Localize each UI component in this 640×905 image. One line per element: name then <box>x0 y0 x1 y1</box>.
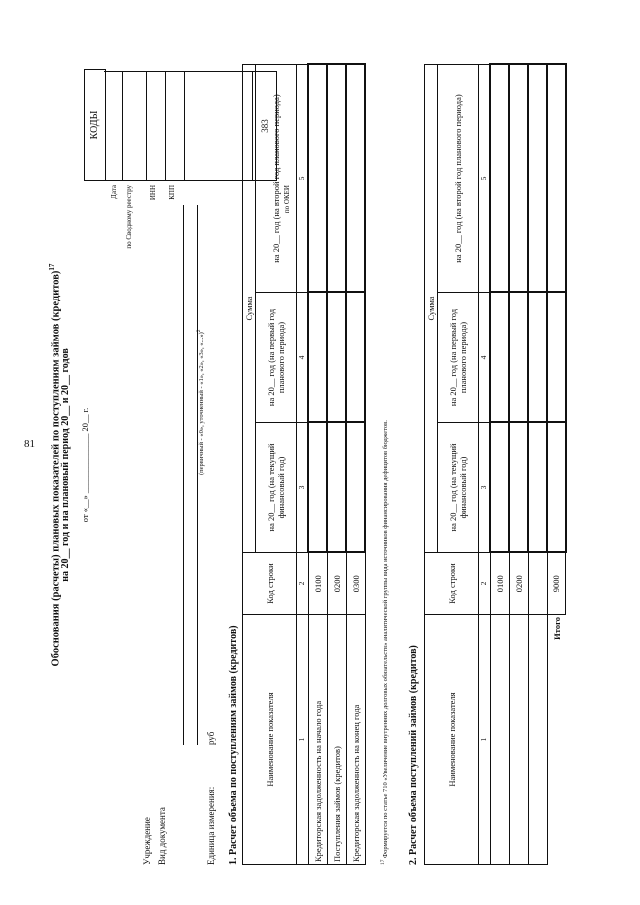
code-cell-date <box>104 71 123 181</box>
s1-header-col5: на 20__ год (на второй год планового периода) <box>256 64 297 292</box>
codes-header: КОДЫ <box>84 69 106 181</box>
s2-header-name: Наименование показателя <box>425 615 479 865</box>
institution-label: Учреждение <box>142 817 152 865</box>
s1-row3-col4[interactable] <box>346 293 365 423</box>
s2-row2-name[interactable] <box>509 615 528 865</box>
code-cell-kpp <box>166 71 185 181</box>
s1-colnum-5: 5 <box>297 64 309 292</box>
code-cell-okei: 383 <box>253 71 277 181</box>
s2-row1-col3[interactable] <box>490 423 509 553</box>
s2-row2-col5[interactable] <box>509 64 528 292</box>
s2-row1-col5[interactable] <box>490 64 509 292</box>
doc-type-label: Вид документа <box>157 807 167 865</box>
institution-line <box>183 205 184 745</box>
date-line: от «__» ______________ 20__ г. <box>80 407 90 523</box>
unit-value: руб <box>206 731 216 745</box>
form-title-text: Обоснования (расчеты) плановых показателей по поступлениям займов (кредитов) <box>50 270 62 667</box>
doc-type-line <box>197 205 198 745</box>
doc-type-hint <box>196 329 205 475</box>
s1-header-col4: на 20__ год (на первый год планового периода) <box>256 293 297 423</box>
s1-colnum-3: 3 <box>297 423 309 553</box>
s2-row3-name[interactable] <box>528 615 547 865</box>
s2-total-col4[interactable] <box>547 293 566 423</box>
page-number: 81 <box>24 438 35 450</box>
s1-row2-name: Поступления займов (кредитов) <box>327 615 346 865</box>
form-title-line2: на 20__ год и на плановый период 20__ и 20__ годов <box>60 348 71 582</box>
s1-row2-code: 0200 <box>327 553 346 615</box>
table-row <box>509 64 528 864</box>
s2-colnum-3: 3 <box>479 423 491 553</box>
footnote <box>380 420 389 865</box>
s2-colnum-5: 5 <box>479 64 491 292</box>
s2-row3-col3[interactable] <box>528 423 547 553</box>
s1-row3-col3[interactable] <box>346 423 365 553</box>
rotated-form-sheet <box>0 25 620 905</box>
s1-colnum-1: 1 <box>297 615 309 865</box>
s2-colnum-2: 2 <box>479 553 491 615</box>
s1-row3-name: Кредиторская задолженность на конец года <box>346 615 365 865</box>
codes-label-kpp: КПП <box>168 185 176 200</box>
doc-type-hint-text: (первичный - «0», уточненный - «1», «2», «3», «...») <box>198 332 206 475</box>
unit-label: Единица измерения: <box>206 786 216 865</box>
s1-row1-name: Кредиторская задолженность на начало года <box>308 615 327 865</box>
s2-row3-col5[interactable] <box>528 64 547 292</box>
s1-colnum-2: 2 <box>297 553 309 615</box>
s2-total-label: Итого <box>551 617 562 640</box>
s2-row2-col4[interactable] <box>509 293 528 423</box>
s2-header-col5: на 20__ год (на второй год планового периода) <box>438 64 479 292</box>
section2-table <box>424 63 567 865</box>
s2-header-code: Код строки <box>425 553 479 615</box>
s1-row1-col3[interactable] <box>308 423 327 553</box>
s2-header-sum: Сумма <box>425 64 438 552</box>
doc-type-hint-footnote: 2 <box>196 329 202 333</box>
s1-header-name: Наименование показателя <box>243 615 297 865</box>
section1-table <box>242 63 366 865</box>
code-cell-inn <box>147 71 166 181</box>
footnote-mark: 17 <box>380 859 386 865</box>
s2-header-col4: на 20__ год (на первый год планового периода) <box>438 293 479 423</box>
title-footnote-mark: 17 <box>48 263 56 271</box>
s1-row1-code: 0100 <box>308 553 327 615</box>
s1-header-code: Код строки <box>243 553 297 615</box>
section2-title: 2. Расчет объема поступлений займов (кредитов) <box>408 645 419 865</box>
table-row <box>346 64 365 864</box>
table-row <box>308 64 327 864</box>
s2-total-col3[interactable] <box>547 423 566 553</box>
section1-title: 1. Расчет объема по поступлениям займов (кредитов) <box>228 625 239 865</box>
table-row <box>528 64 547 864</box>
s1-row3-col5[interactable] <box>346 64 365 292</box>
s2-row3-col4[interactable] <box>528 293 547 423</box>
codes-label-date: Дата <box>110 185 118 199</box>
s2-row2-code: 0200 <box>509 553 528 615</box>
s2-colnum-1: 1 <box>479 615 491 865</box>
s1-row1-col5[interactable] <box>308 64 327 292</box>
s1-row2-col3[interactable] <box>327 423 346 553</box>
s1-row2-col5[interactable] <box>327 64 346 292</box>
s2-row1-name[interactable] <box>490 615 509 865</box>
s2-total-code: 9000 <box>547 553 566 615</box>
s1-row2-col4[interactable] <box>327 293 346 423</box>
s1-header-sum: Сумма <box>243 64 256 552</box>
s2-row1-col4[interactable] <box>490 293 509 423</box>
footnote-text: Формируется по статье 710 «Увеличение внутренних долговых обязательств» аналитической группы вида источников финансирования дефицитов бюджетов. <box>382 420 390 858</box>
s2-row2-col3[interactable] <box>509 423 528 553</box>
s2-total-col5[interactable] <box>547 64 566 292</box>
table-row <box>490 64 509 864</box>
codes-label-registry: по Сводному реестру <box>125 185 133 249</box>
s1-colnum-4: 4 <box>297 293 309 423</box>
s2-row3-code <box>528 553 547 615</box>
s2-colnum-4: 4 <box>479 293 491 423</box>
codes-label-okei: по ОКЕИ <box>283 185 291 214</box>
s2-header-col3: на 20__ год (на текущий финансовый год) <box>438 423 479 553</box>
s1-row1-col4[interactable] <box>308 293 327 423</box>
table-row <box>547 64 566 864</box>
table-row <box>327 64 346 864</box>
s2-row1-code: 0100 <box>490 553 509 615</box>
codes-label-inn: ИНН <box>149 185 157 201</box>
s1-header-col3: на 20__ год (на текущий финансовый год) <box>256 423 297 553</box>
code-cell-registry <box>123 71 147 181</box>
s1-row3-code: 0300 <box>346 553 365 615</box>
